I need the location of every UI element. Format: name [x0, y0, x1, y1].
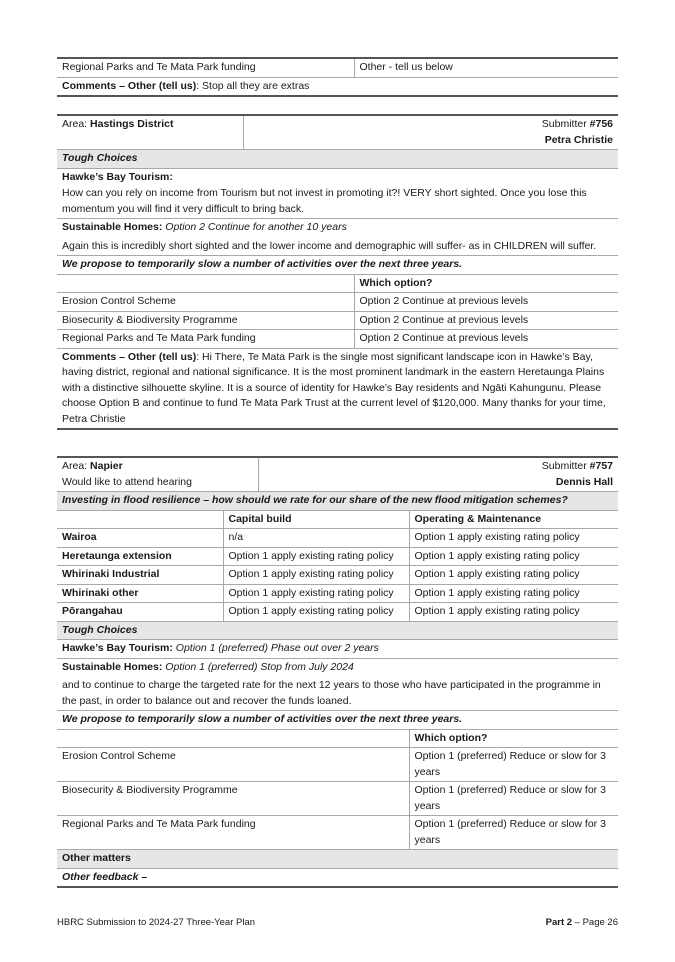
homes-option: Option 2 Continue for another 10 years	[162, 221, 347, 233]
submitter-prefix: Submitter	[541, 118, 590, 130]
comments	[57, 77, 618, 96]
table-row	[57, 330, 618, 349]
homes-option: Option 1 (preferred) Stop from July 2024	[162, 660, 354, 673]
hearing-note: Would like to attend hearing	[62, 475, 192, 488]
submitter-header-row	[57, 115, 618, 150]
table-row	[57, 77, 618, 96]
empty-cell	[57, 729, 409, 748]
submitter-prefix: Submitter	[541, 460, 590, 472]
comments-label: Comments – Other (tell us)	[62, 350, 197, 363]
propose-heading: We propose to temporarily slow a number of activities over the next three years.	[57, 711, 618, 730]
area-name: Napier	[90, 460, 123, 472]
flood-area: Pōrangahau	[57, 603, 223, 622]
submission-757-table	[57, 456, 618, 888]
submitter-header	[57, 457, 618, 492]
activity-name: Erosion Control Scheme	[57, 293, 354, 312]
table-row	[57, 219, 618, 256]
table-row	[57, 547, 618, 566]
homes-block	[57, 219, 618, 256]
area	[57, 458, 259, 491]
table-row	[57, 584, 618, 603]
table-row	[57, 58, 618, 77]
homes-label: Sustainable Homes:	[62, 221, 163, 233]
operating-option: Option 1 apply existing rating policy	[409, 584, 618, 603]
area-prefix: Area:	[62, 460, 91, 472]
table-row	[57, 168, 618, 219]
area-name: Hastings District	[90, 118, 174, 130]
section-heading: Tough Choices	[57, 621, 618, 640]
table-row	[57, 274, 618, 293]
operating-option: Option 1 apply existing rating policy	[409, 529, 618, 548]
submitter	[259, 458, 618, 491]
capital-option: n/a	[223, 529, 409, 548]
capital-option: Option 1 apply existing rating policy	[223, 566, 409, 585]
homes-label: Sustainable Homes:	[62, 660, 163, 673]
activity-name: Erosion Control Scheme	[57, 748, 409, 782]
table-row	[57, 492, 618, 511]
capital-option: Option 1 apply existing rating policy	[223, 603, 409, 622]
submitter-number: #756	[589, 118, 613, 130]
flood-area: Heretaunga extension	[57, 547, 223, 566]
footer-page	[546, 917, 618, 928]
section-heading: Tough Choices	[57, 150, 618, 169]
flood-area: Whirinaki other	[57, 584, 223, 603]
tourism-block	[57, 640, 618, 659]
table-row	[57, 748, 618, 782]
flood-area: Whirinaki Industrial	[57, 566, 223, 585]
activity-option: Option 2 Continue at previous levels	[354, 330, 618, 349]
comments-text: : Hi There, Te Mata Park is the single most significant landscape icon in Hawke’s Bay, having district, regional and national significance. It is the most prominent landmark in the eastern Heretaunga Plains with a distinctive silhouette skyline. It is a source of identity for Hawke’s Bay residents and Ngāti Kahungunu. Please choose Option B and continue to fund Te Mata Park Trust at the current level of $120,000. Many thanks for your time, Petra Christie	[62, 350, 606, 425]
operating-header: Operating & Maintenance	[409, 510, 618, 529]
table-row	[57, 256, 618, 275]
table-row	[57, 621, 618, 640]
area-prefix: Area:	[62, 118, 91, 130]
table-row	[57, 729, 618, 748]
comments	[57, 348, 618, 429]
table-row	[57, 850, 618, 869]
submitter-name: Petra Christie	[544, 133, 613, 146]
other-matters-heading: Other matters	[57, 850, 618, 869]
table-row	[57, 566, 618, 585]
capital-option: Option 1 apply existing rating policy	[223, 584, 409, 603]
operating-option: Option 1 apply existing rating policy	[409, 566, 618, 585]
homes-text: Again this is incredibly short sighted and the lower income and demographic will suffer- as in CHILDREN will suffer.	[62, 239, 597, 252]
which-option-header: Which option?	[409, 729, 618, 748]
activity-option: Other - tell us below	[354, 58, 618, 77]
activity-name: Regional Parks and Te Mata Park funding	[57, 330, 354, 349]
table-row	[57, 868, 618, 887]
footer-title: HBRC Submission to 2024-27 Three-Year Plan	[57, 917, 256, 928]
operating-option: Option 1 apply existing rating policy	[409, 547, 618, 566]
submitter-header-row	[57, 457, 618, 492]
activity-option: Option 1 (preferred) Reduce or slow for 3 years	[409, 782, 618, 816]
table-row	[57, 658, 618, 711]
flood-area: Wairoa	[57, 529, 223, 548]
submitter-number: #757	[589, 460, 613, 472]
operating-option: Option 1 apply existing rating policy	[409, 603, 618, 622]
submission-756-table	[57, 114, 618, 430]
tourism-text: How can you rely on income from Tourism but not invest in promoting it?! VERY short sighted. Once you lose this momentum you will find it very difficult to bring back.	[62, 187, 587, 215]
previous-submission-table	[57, 57, 618, 97]
footer-page-number: – Page 26	[572, 917, 618, 928]
activity-option: Option 1 (preferred) Reduce or slow for 3 years	[409, 816, 618, 850]
which-option-header: Which option?	[354, 274, 618, 293]
table-row	[57, 348, 618, 429]
comments-text: : Stop all they are extras	[196, 79, 310, 92]
table-row	[57, 150, 618, 169]
table-row	[57, 510, 618, 529]
submitter-header	[57, 115, 618, 150]
submitter-name: Dennis Hall	[555, 475, 613, 488]
section-heading: Investing in flood resilience – how should we rate for our share of the new flood mitigation schemes?	[57, 492, 618, 511]
activity-name: Biosecurity & Biodiversity Programme	[57, 782, 409, 816]
table-row	[57, 711, 618, 730]
activity-option: Option 2 Continue at previous levels	[354, 293, 618, 312]
activity-name: Biosecurity & Biodiversity Programme	[57, 311, 354, 330]
activity-name: Regional Parks and Te Mata Park funding	[57, 816, 409, 850]
empty-cell	[57, 510, 223, 529]
table-row	[57, 311, 618, 330]
table-row	[57, 640, 618, 659]
comments-label: Comments – Other (tell us)	[62, 79, 197, 92]
table-row	[57, 293, 618, 312]
submitter	[244, 116, 618, 149]
table-row	[57, 782, 618, 816]
capital-header: Capital build	[223, 510, 409, 529]
homes-block	[57, 658, 618, 711]
activity-option: Option 1 (preferred) Reduce or slow for 3 years	[409, 748, 618, 782]
activity-name: Regional Parks and Te Mata Park funding	[57, 58, 354, 77]
tourism-block	[57, 168, 618, 219]
tourism-option: Option 1 (preferred) Phase out over 2 years	[172, 642, 379, 654]
empty-cell	[57, 274, 354, 293]
tourism-label: Hawke’s Bay Tourism:	[62, 170, 173, 183]
propose-heading: We propose to temporarily slow a number of activities over the next three years.	[57, 256, 618, 275]
capital-option: Option 1 apply existing rating policy	[223, 547, 409, 566]
table-row	[57, 529, 618, 548]
area	[57, 116, 244, 149]
tourism-label: Hawke’s Bay Tourism:	[62, 642, 173, 654]
activity-option: Option 2 Continue at previous levels	[354, 311, 618, 330]
other-feedback: Other feedback –	[57, 868, 618, 887]
homes-text: and to continue to charge the targeted rate for the next 12 years to those who have participated in the programme in the past, in order to balance out and recover the funds loaned.	[62, 679, 601, 707]
table-row	[57, 816, 618, 850]
footer-part: Part 2	[545, 917, 573, 928]
table-row	[57, 603, 618, 622]
